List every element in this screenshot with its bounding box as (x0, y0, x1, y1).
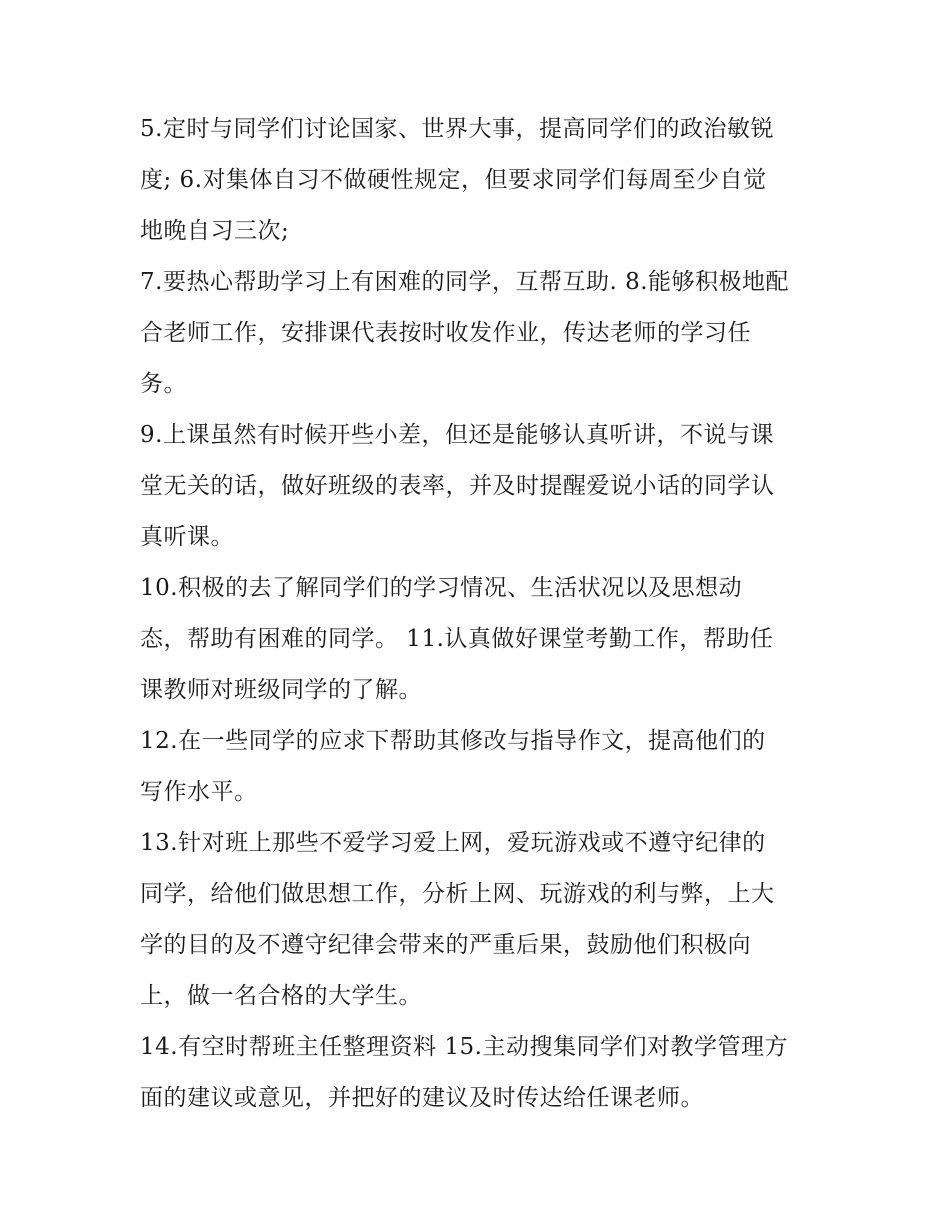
text-line: 堂无关的话，做好班级的表率，并及时提醒爱说小话的同学认 (140, 473, 775, 499)
text-line: 13.针对班上那些不爱学习爱上网，爱玩游戏或不遵守纪律的 (140, 830, 766, 856)
text-line: 上，做一名合格的大学生。 (140, 983, 422, 1009)
text-line: 同学，给他们做思想工作，分析上网、玩游戏的利与弊，上大 (140, 881, 775, 907)
text-line: 度; 6.对集体自习不做硬性规定，但要求同学们每周至少自觉 (140, 167, 767, 193)
text-line: 5.定时与同学们讨论国家、世界大事，提高同学们的政治敏锐 (140, 116, 774, 142)
text-line: 学的目的及不遵守纪律会带来的严重后果，鼓励他们积极向 (140, 932, 751, 958)
text-line: 真听课。 (140, 524, 234, 550)
text-line: 9.上课虽然有时候开些小差，但还是能够认真听讲，不说与课 (140, 422, 774, 448)
text-line: 课教师对班级同学的了解。 (140, 677, 422, 703)
text-line: 12.在一些同学的应求下帮助其修改与指导作文，提高他们的 (140, 728, 766, 754)
text-line: 务。 (140, 371, 187, 397)
document-body (140, 104, 820, 1124)
text-line: 合老师工作，安排课代表按时收发作业，传达老师的学习任 (140, 320, 751, 346)
text-line: 写作水平。 (140, 779, 258, 805)
text-line: 态，帮助有困难的同学。 11.认真做好课堂考勤工作，帮助任 (140, 626, 774, 652)
text-line: 面的建议或意见，并把好的建议及时传达给任课老师。 (140, 1085, 704, 1111)
text-line: 14.有空时帮班主任整理资料 15.主动搜集同学们对教学管理方 (140, 1034, 788, 1060)
text-line: 10.积极的去了解同学们的学习情况、生活状况以及思想动 (140, 575, 743, 601)
text-line: 7.要热心帮助学习上有困难的同学，互帮互助. 8.能够积极地配 (140, 269, 790, 295)
text-line: 地晚自习三次; (140, 218, 290, 244)
